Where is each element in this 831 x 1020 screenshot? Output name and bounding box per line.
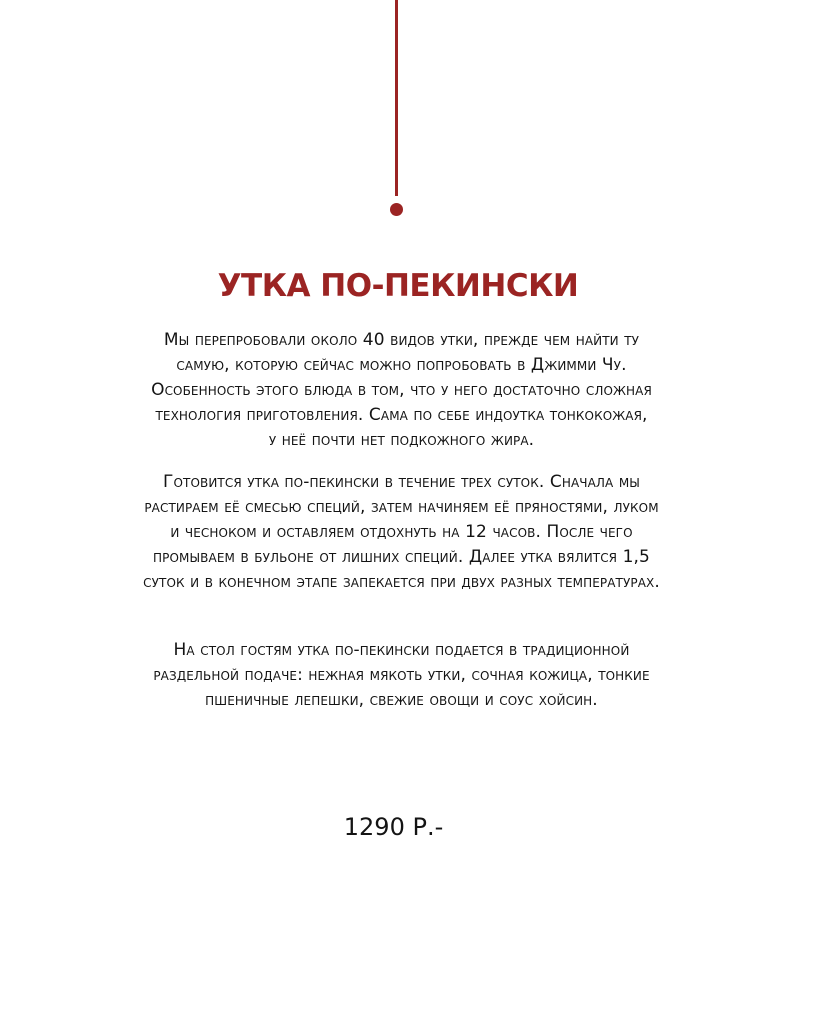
paragraph-line: суток и в конечном этапе запекается при двух разных температурах. [143, 572, 660, 592]
paragraph-line: Особенность этого блюда в том, что у него достаточно сложная [151, 380, 652, 400]
paragraph-line: Готовится утка по-пекински в течение трех суток. Сначала мы [163, 472, 640, 492]
description-paragraph-3 [0, 638, 803, 713]
paragraph-line: растираем её смесью специй, затем начиняем её пряностями, луком [144, 497, 659, 517]
description-paragraph-1 [0, 328, 803, 453]
description-paragraph-2 [0, 470, 803, 595]
dish-title: УТКА ПО-ПЕКИНСКИ [217, 267, 579, 304]
paragraph-line: Мы перепробовали около 40 видов утки, прежде чем найти ту [163, 330, 640, 350]
paragraph-line: пшеничные лепешки, свежие овощи и соус хойсин. [205, 690, 598, 710]
decorative-vertical-line [395, 0, 398, 196]
paragraph-line: у неё почти нет подкожного жира. [268, 430, 535, 450]
price: 1290 Р.- [343, 813, 444, 841]
paragraph-line: и чесноком и оставляем отдохнуть на 12 часов. После чего [170, 522, 633, 542]
paragraph-line: промываем в бульоне от лишних специй. Далее утка вялится 1,5 [153, 547, 650, 567]
decorative-dot [390, 203, 403, 216]
paragraph-line: раздельной подаче: нежная мякоть утки, сочная кожица, тонкие [153, 665, 650, 685]
paragraph-line: самую, которую сейчас можно попробовать в Джимми Чу. [176, 355, 627, 375]
paragraph-line: На стол гостям утка по-пекински подается в традиционной [173, 640, 630, 660]
paragraph-line: технология приготовления. Сама по себе индоутка тонкокожая, [155, 405, 648, 425]
